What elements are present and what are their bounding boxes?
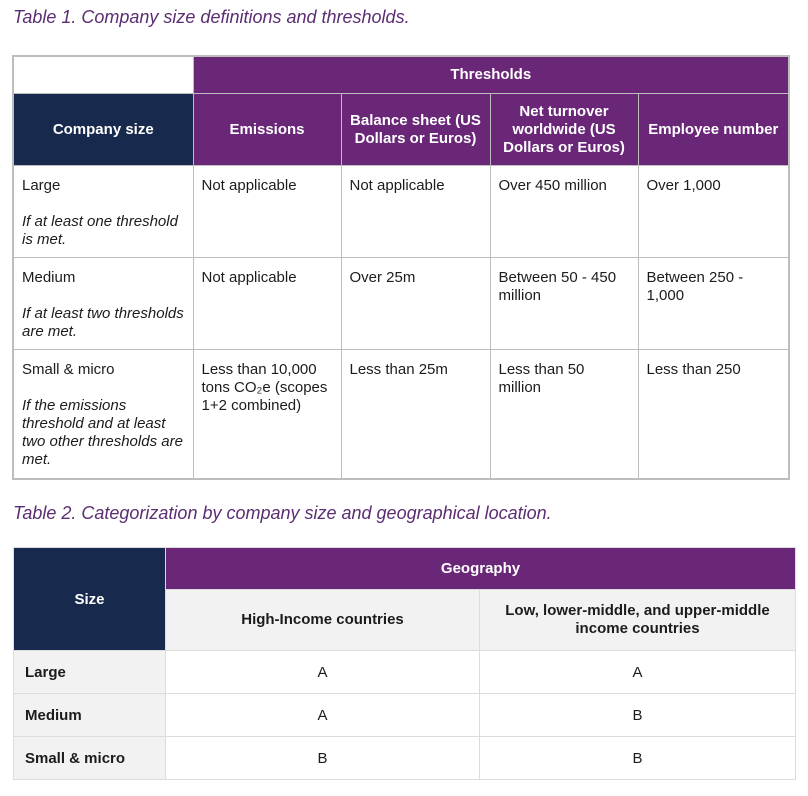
company-size-thresholds-table [12,55,790,480]
thresholds-header: Thresholds [193,56,789,94]
size-note: If the emissions threshold and at least two other thresholds are met. [22,397,183,468]
size-label: Small & micro [14,737,166,780]
table-row [14,737,796,780]
net-turnover-cell: Less than 50 million [490,350,638,480]
size-name: Large [22,177,61,194]
table1-caption: Table 1. Company size definitions and thresholds. [13,7,410,27]
emissions-cell: Not applicable [193,258,341,350]
size-header: Size [14,548,166,651]
balance-sheet-header: Balance sheet (US Dollars or Euros) [341,94,490,166]
low-middle-income-category: A [480,651,796,694]
table-row [14,651,796,694]
employee-number-cell: Less than 250 [638,350,789,480]
size-label: Medium [14,694,166,737]
high-income-category: B [166,737,480,780]
net-turnover-cell: Between 50 - 450 million [490,258,638,350]
table1-corner-cell [13,56,193,94]
high-income-category: A [166,694,480,737]
table-row [13,166,789,258]
size-name: Medium [22,269,76,286]
geography-header: Geography [166,548,796,590]
balance-sheet-cell: Over 25m [341,258,490,350]
emissions-cell: Not applicable [193,166,341,258]
emissions-header: Emissions [193,94,341,166]
low-middle-income-category: B [480,694,796,737]
low-middle-income-header: Low, lower-middle, and upper-middle income countries [480,590,796,651]
employee-number-header: Employee number [638,94,789,166]
size-cell [13,350,193,480]
table-row [13,350,789,480]
table2-caption: Table 2. Categorization by company size and geographical location. [13,503,552,523]
size-note: If at least two thresholds are met. [22,305,184,340]
company-size-header: Company size [13,94,193,166]
employee-number-cell: Between 250 - 1,000 [638,258,789,350]
size-geography-categorization-table [13,547,796,780]
balance-sheet-cell: Less than 25m [341,350,490,480]
size-label: Large [14,651,166,694]
size-cell [13,166,193,258]
net-turnover-header: Net turnover worldwide (US Dollars or Euros) [490,94,638,166]
high-income-category: A [166,651,480,694]
net-turnover-cell: Over 450 million [490,166,638,258]
table-row [14,694,796,737]
low-middle-income-category: B [480,737,796,780]
size-name: Small & micro [22,361,115,378]
emissions-cell: Less than 10,000 tons CO₂e (scopes 1+2 combined) [193,350,341,480]
size-note: If at least one threshold is met. [22,213,178,248]
size-cell [13,258,193,350]
employee-number-cell: Over 1,000 [638,166,789,258]
balance-sheet-cell: Not applicable [341,166,490,258]
high-income-header: High-Income countries [166,590,480,651]
table-row [13,258,789,350]
